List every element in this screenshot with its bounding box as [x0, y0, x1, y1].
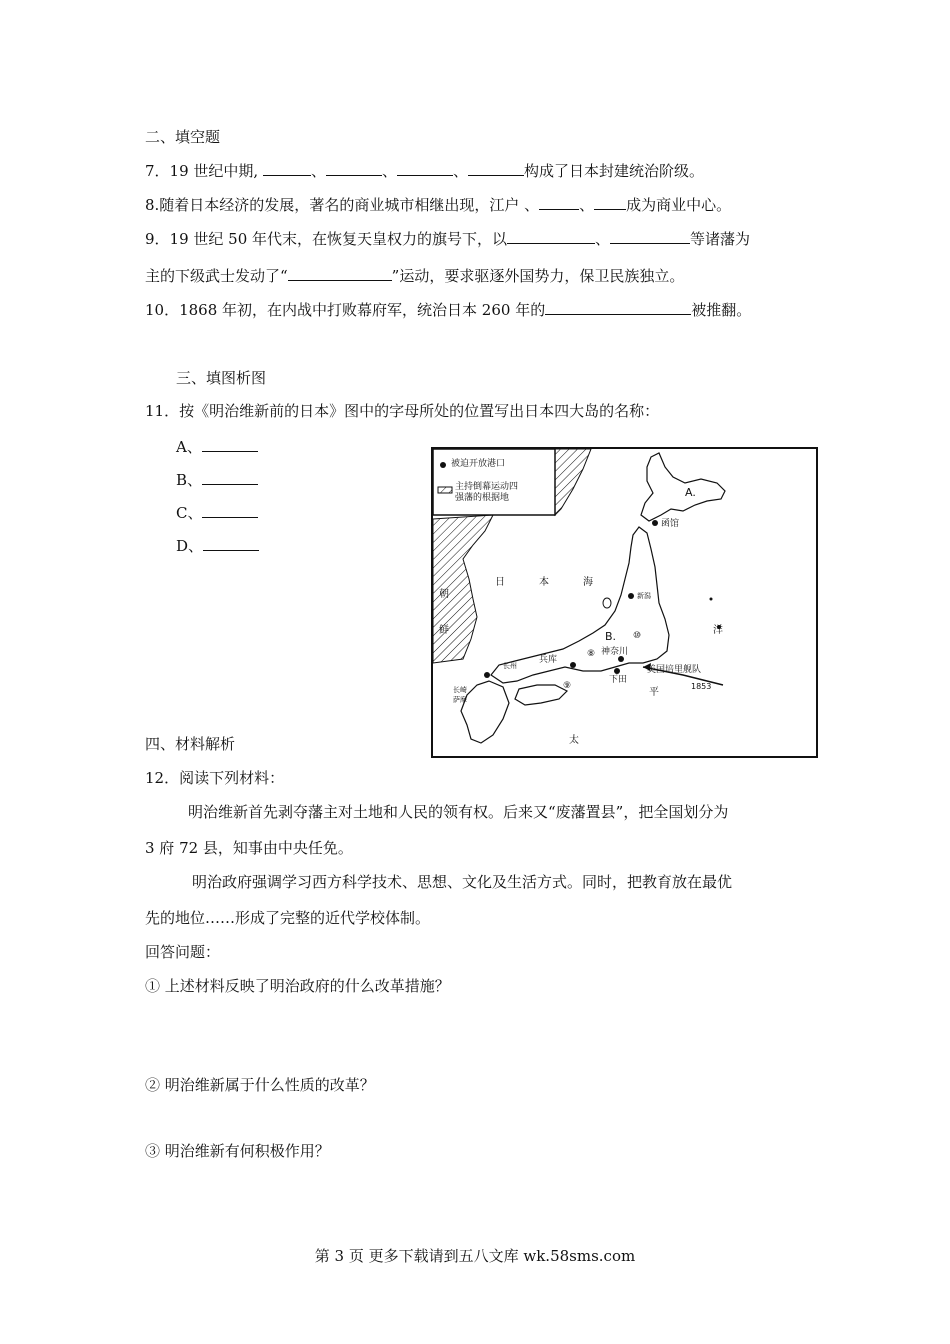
- hokkaido: [641, 453, 725, 521]
- material-paragraph-1-line-2: 3 府 72 县，知事由中央任免。: [145, 839, 353, 857]
- japan-map: [431, 447, 818, 758]
- honshu: [491, 527, 669, 683]
- section-3-title: 三、填图析图: [176, 369, 267, 387]
- blank[interactable]: [468, 160, 524, 176]
- legend-base-label-1: 主持倒幕运动四: [455, 482, 519, 492]
- nagasaki-dot: [484, 672, 490, 678]
- material-paragraph-2-line-2: 先的地位……形成了完整的近代学校体制。: [145, 909, 431, 927]
- blank[interactable]: [203, 535, 259, 551]
- question-12: 12．阅读下列材料：: [145, 769, 285, 787]
- blank[interactable]: [202, 469, 258, 485]
- korea-label-1: 朝: [439, 589, 449, 600]
- sado-island: [603, 598, 611, 608]
- option-c: C、: [176, 502, 258, 523]
- blank[interactable]: [539, 194, 579, 210]
- option-b: B、: [176, 469, 258, 490]
- blank[interactable]: [202, 502, 258, 518]
- shimoda-dot: [614, 668, 620, 674]
- sub-question-1: ① 上述材料反映了明治政府的什么改革措施？: [145, 977, 450, 995]
- niigata-label: 新潟: [637, 592, 651, 600]
- korea-label-2: 鲜: [439, 625, 449, 636]
- question-9-line-1: 9．19 世纪 50 年代末，在恢复天皇权力的旗号下，以 、 等诸藩为: [145, 230, 751, 248]
- kyushu: [461, 681, 509, 743]
- sub-question-2: ② 明治维新属于什么性质的改革？: [145, 1076, 375, 1094]
- island-label-b: B.: [605, 630, 617, 643]
- sea-label-2: 本: [539, 577, 549, 588]
- legend-port-label: 被迫开放港口: [451, 459, 506, 469]
- material-paragraph-2-line-1: 明治政府强调学习西方科学技术、思想、文化及生活方式。同时，把教育放在最优: [192, 873, 733, 891]
- blank[interactable]: [507, 228, 595, 244]
- answer-label: 回答问题：: [145, 943, 221, 961]
- pacific-label-3: 洋: [713, 625, 723, 636]
- circle-marker-10: ⑩: [633, 631, 642, 641]
- blank[interactable]: [594, 194, 626, 210]
- satsuma-label: 萨摩: [453, 696, 467, 704]
- nagasaki-label: 长崎: [453, 686, 467, 694]
- pacific-label-2: 平: [649, 687, 659, 698]
- fleet-year: 1853: [691, 682, 712, 691]
- material-paragraph-1-line-1: 明治维新首先剥夺藩主对土地和人民的领有权。后来又“废藩置县”，把全国划分为: [188, 803, 729, 821]
- question-7: 7．19 世纪中期, 、 、 、 构成了日本封建统治阶级。: [145, 162, 704, 180]
- niigata-dot: [628, 593, 634, 599]
- blank[interactable]: [397, 160, 453, 176]
- hyogo-dot: [570, 662, 576, 668]
- fleet-label: 美国培里舰队: [647, 665, 702, 675]
- question-10: 10．1868 年初，在内战中打败幕府军，统治日本 260 年的 被推翻。: [145, 301, 752, 319]
- question-8: 8.随着日本经济的发展，著名的商业城市相继出现，江户 、 、 成为商业中心。: [145, 196, 732, 214]
- choshu-label: 长州: [503, 662, 517, 670]
- option-a: A、: [176, 436, 258, 457]
- section-4-title: 四、材料解析: [145, 735, 236, 753]
- section-2-title: 二、填空题: [145, 128, 221, 146]
- legend-port-dot: [440, 462, 446, 468]
- blank[interactable]: [202, 436, 258, 452]
- option-d: D、: [176, 535, 259, 556]
- hyogo-label: 兵库: [539, 655, 558, 665]
- island-label-a: A.: [685, 486, 696, 499]
- legend-base-swatch: [438, 487, 452, 493]
- mainland-hatch-top: [555, 449, 591, 515]
- hakodate-dot: [652, 520, 658, 526]
- legend-base-label-2: 强藩的根据地: [455, 493, 510, 503]
- island-dot: [710, 598, 713, 601]
- kanagawa-label: 神奈川: [601, 647, 629, 657]
- page-footer: 第 3 页 更多下载请到五八文库 wk.58sms.com: [314, 1247, 636, 1265]
- sub-question-3: ③ 明治维新有何积极作用？: [145, 1142, 330, 1160]
- blank[interactable]: [263, 160, 311, 176]
- shimoda-label: 下田: [609, 675, 628, 685]
- pacific-label-1: 太: [569, 735, 579, 746]
- question-11: 11．按《明治维新前的日本》图中的字母所处的位置写出日本四大岛的名称：: [145, 402, 660, 420]
- sea-label-1: 日: [495, 577, 505, 588]
- blank[interactable]: [288, 265, 392, 281]
- sea-label-3: 海: [583, 577, 593, 588]
- shikoku: [515, 685, 567, 705]
- blank[interactable]: [610, 228, 690, 244]
- blank[interactable]: [545, 299, 691, 315]
- blank[interactable]: [326, 160, 382, 176]
- circle-marker-9: ⑨: [563, 681, 572, 691]
- circle-marker-8: ⑧: [587, 649, 596, 659]
- hakodate-label: 函馆: [661, 519, 680, 529]
- question-9-line-2: 主的下级武士发动了“ ”运动，要求驱逐外国势力，保卫民族独立。: [145, 267, 685, 285]
